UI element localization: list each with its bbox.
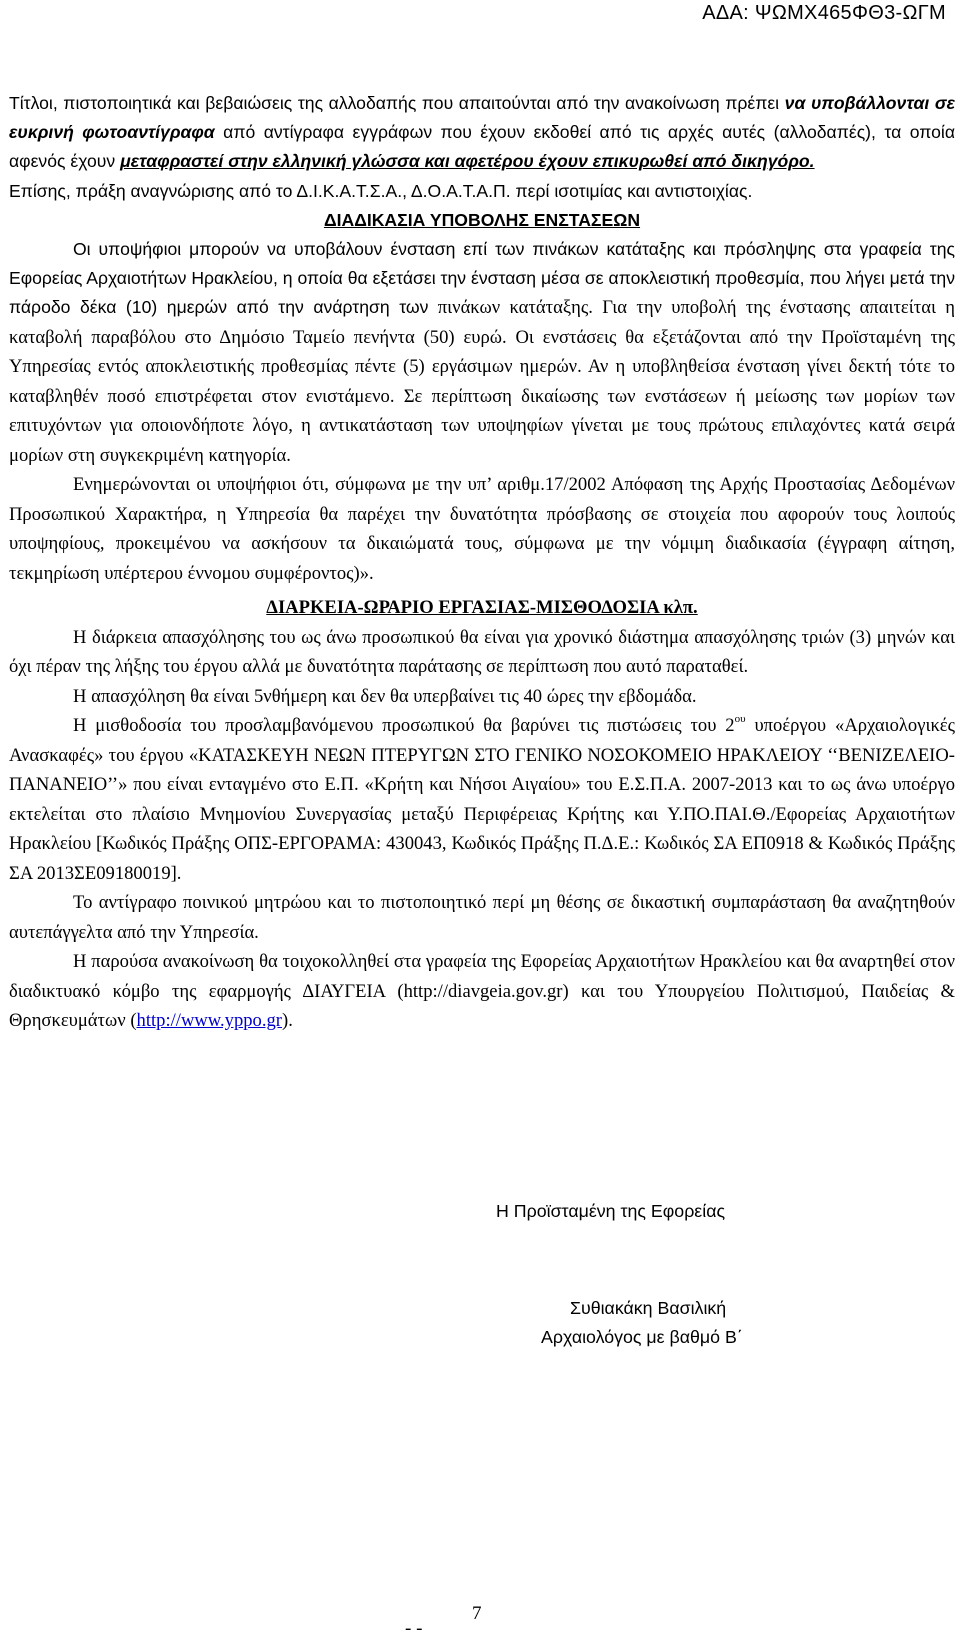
foreign-documents-emphasis: να υποβάλλονται σε ευκρινή φωτοαντίγραφα [9, 93, 955, 143]
duration-heading: ΔΙΑΡΚΕΙΑ-ΩΡΑΡΙΟ ΕΡΓΑΣΙΑΣ-ΜΙΣΘΟΔΟΣΙΑ κλπ. [266, 597, 698, 619]
footer-dashes: - - [405, 1618, 423, 1639]
signature-title: Αρχαιολόγος με βαθμό Β΄ [541, 1327, 743, 1347]
yppo-link[interactable]: http://www.yppo.gr [136, 1010, 282, 1032]
foreign-documents-text-a: Τίτλοι, πιστοποιητικά και βεβαιώσεις της αλλοδαπής που απαιτούνται από την ανακοίνωση πρέπει [9, 93, 785, 113]
ada-code: ΑΔΑ: ΨΩΜΧ465ΦΘ3-ΩΓΜ [702, 2, 946, 24]
page-number: 7 [472, 1603, 482, 1624]
data-protection-paragraph: Ενημερώνονται οι υποψήφιοι ότι, σύμφωνα με την υπ’ αριθμ.17/2002 Απόφαση της Αρχής Προστασίας Δεδομένων Προσωπικού Χαρακτήρα, η Υπηρεσία θα παρέχει την δυνατότητα πρόσβασης σε στοιχεία που αφορούν τους λοιπούς υποψηφίους, προκειμένου να ασκήσουν τα δικαιώματά τους, σύμφωνα με την νόμιμη διαδικασία (έγγραφη αίτηση, τεκμηρίωση υπέρτερου έννομου συμφέροντος)». [9, 474, 955, 584]
ordinal-superscript: ου [734, 713, 746, 726]
objections-heading: ΔΙΑΔΙΚΑΣΙΑ ΥΠΟΒΟΛΗΣ ΕΝΣΤΑΣΕΩΝ [323, 209, 641, 230]
objections-text-serif: πινάκων κατάταξης. Για την υποβολή της ένστασης απαιτείται η καταβολή παραβόλου στο Δημόσιο Ταμείο πενήντα (50) ευρώ. Οι ενστάσεις θα εξετάζονται από την Προϊσταμένη της Υπηρεσίας εντός αποκλειστικής προθεσμίας πέντε (5) εργάσιμων ημερών. Αν η υποβληθείσα ένσταση γίνει δεκτή τότε το καταβληθέν ποσό επιστρέφεται στον ενιστάμενο. Σε περίπτωση δικαίωσης των ενστάσεων ή μείωσης των μορίων των επιτυχόντων για οποιονδήποτε λόγο, η αντικατάσταση των υποψηφίων γίνεται με τους πρώτους επιλαχόντες κατά σειρά μορίων στη συγκεκριμένη κατηγορία. [9, 297, 955, 466]
payroll-paragraph: Η μισθοδοσία του προσλαμβανόμενου προσωπικού θα βαρύνει τις πιστώσεις του $2^{o\upsilon}$ υποέργου «Αρχαιολογικές Ανασκαφές» του έργου «ΚΑΤΑΣΚΕΥΗ ΝΕΩΝ ΠΤΕΡΥΓΩΝ ΣΤΟ ΓΕΝΙΚΟ ΝΟΣΟΚΟΜΕΙΟ ΗΡΑΚΛΕΙΟΥ ‘‘ΒΕΝΙΖΕΛΕΙΟ-ΠΑΝΑΝΕΙΟ’’» που είναι ενταγμένο στο Ε.Π. «Κρήτη και Νήσοι Αιγαίου» του Ε.Σ.Π.Α. 2007-2013 και το ως άνω υποέργο εκτελείται στο πλαίσιο Μνημονίου Συνεργασίας μεταξύ Περιφέρειας Κρήτης και Υ.ΠΟ.ΠΑΙ.Θ./Εφορείας Αρχαιοτήτων Ηρακλείου [Κωδικός Πράξης ΟΠΣ-ΕΡΓΟΡΑΜΑ: 430043, Κωδικός Πράξης Π.Δ.Ε.: Κωδικός ΣΑ ΕΠ0918 & Κωδικός Πράξης ΣΑ 2013ΣΕ09180019]. [9, 713, 955, 884]
foreign-documents-paragraph [9, 89, 955, 177]
objections-text-sans: Οι υποψήφιοι μπορούν να υποβάλουν ένσταση επί των πινάκων κατάταξης και πρόσληψης στα γραφεία της Εφορείας Αρχαιοτήτων Ηρακλείου, η οποία θα εξετάσει την ένσταση μέσα σε αποκλειστική προθεσμία, που λήγει μετά την πάροδο δέκα (10) ημερών από την ανάρτηση των [9, 239, 955, 318]
signature-name: Συθιακάκη Βασιλική [570, 1298, 727, 1318]
duration-paragraph: Η διάρκεια απασχόλησης του ως άνω προσωπικού θα είναι για χρονικό διάστημα απασχόλησης τριών (3) μηνών και όχι πέραν της λήξης του έργου αλλά με δυνατότητα παράτασης σε περίπτωση που αυτό παραταθεί. [9, 626, 955, 678]
document-body [9, 89, 955, 1036]
criminal-record-paragraph: Το αντίγραφο ποινικού μητρώου και το πιστοποιητικό περί μη θέσης σε δικαστική συμπαράσταση θα αναζητηθούν αυτεπάγγελτα από την Υπηρεσία. [9, 892, 955, 943]
equivalence-paragraph: Επίσης, πράξη αναγνώρισης από το Δ.Ι.Κ.Α.Τ.Σ.Α., Δ.Ο.Α.Τ.Α.Π. περί ισοτιμίας και αντιστοιχίας. [9, 180, 753, 201]
signature-role: Η Προϊσταμένη της Εφορείας [496, 1201, 726, 1221]
weekly-hours-paragraph: Η απασχόληση θα είναι 5νθήμερη και δεν θα υπερβαίνει τις 40 ώρες την εβδομάδα. [73, 685, 697, 707]
objections-paragraph [9, 235, 955, 470]
publication-paragraph: Η παρούσα ανακοίνωση θα τοιχοκολληθεί στα γραφεία της Εφορείας Αρχαιοτήτων Ηρακλείου και θα αναρτηθεί στον διαδικτυακό κόμβο της εφαρμογής ΔΙΑΥΓΕΙΑ (http://diavgeia.gov.gr) και του Υπουργείου Πολιτισμού, Παιδείας & Θρησκευμάτων (http://www.yppo.gr). [9, 951, 955, 1032]
foreign-documents-text-c: από αντίγραφα εγγράφων που έχουν εκδοθεί από τις αρχές αυτές (αλλοδαπές), τα οποία αφενός έχουν [9, 122, 955, 172]
translation-requirement: μεταφραστεί στην ελληνική γλώσσα και αφετέρου έχουν επικυρωθεί από δικηγόρο. [120, 151, 815, 172]
